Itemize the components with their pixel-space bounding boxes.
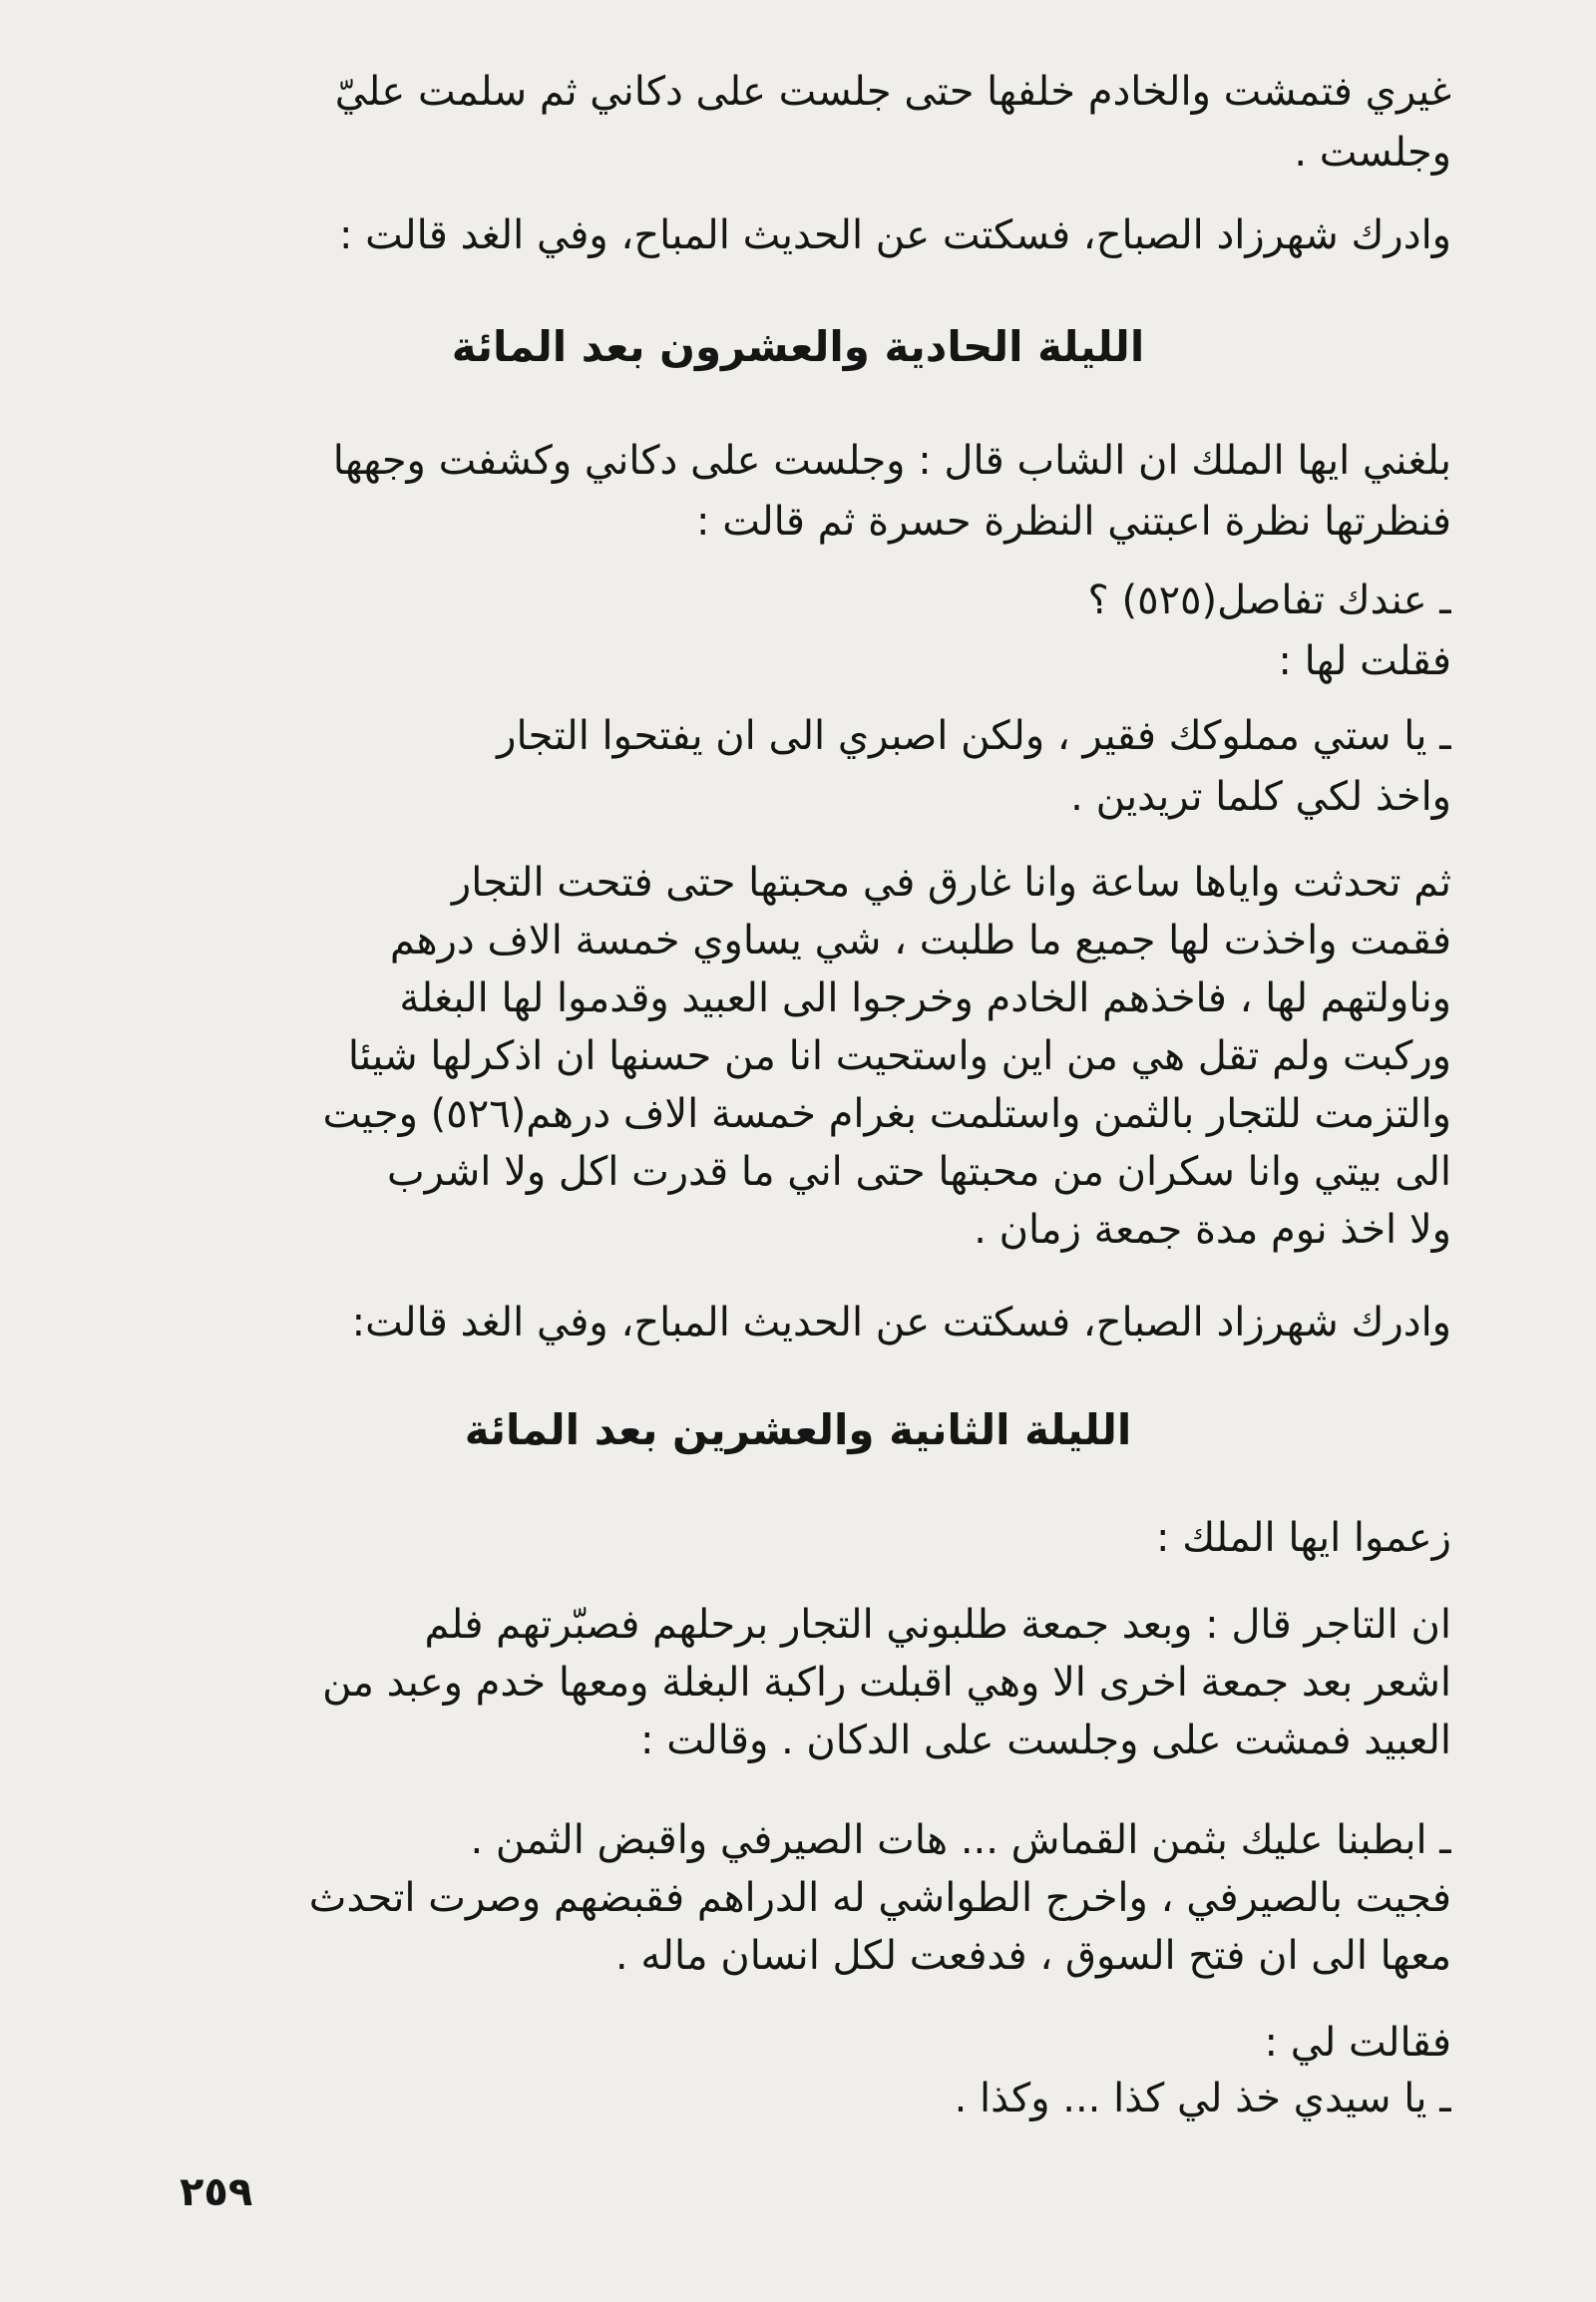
paragraph-4 xyxy=(145,571,1451,692)
text-line: فقمت واخذت لها جميع ما طلبت ، شي يساوي خمسة الاف درهم xyxy=(389,918,1451,963)
text-line: معها الى ان فتح السوق ، فدفعت لكل انسان ماله . xyxy=(614,1933,1451,1979)
text-line: وادرك شهرزاد الصباح، فسكتت عن الحديث المباح، وفي الغد قالت : xyxy=(338,212,1451,258)
paragraph-7 xyxy=(145,1293,1451,1353)
text-line: ثم تحدثت واياها ساعة وانا غارق في محبتها حتى فتحت التجار xyxy=(451,860,1451,906)
text-line: ـ ابطبنا عليك بثمن القماش ... هات الصيرفي واقبض الثمن . xyxy=(470,1817,1451,1863)
text-line: فقلت لها : xyxy=(1278,638,1451,684)
text-line: فجيت بالصيرفي ، واخرج الطواشي له الدراهم فقبضهم وصرت اتحدث xyxy=(308,1875,1451,1921)
text-line: ولا اخذ نوم مدة جمعة زمان . xyxy=(974,1207,1451,1253)
text-line: فقالت لي : xyxy=(1264,2020,1451,2066)
text-line: واخذ لكي كلما تريدين . xyxy=(1070,774,1451,820)
text-line: وادرك شهرزاد الصباح، فسكتت عن الحديث المباح، وفي الغد قالت: xyxy=(351,1300,1451,1345)
text-line: العبيد فمشت على وجلست على الدكان . وقالت : xyxy=(640,1718,1451,1763)
text-line: زعموا ايها الملك : xyxy=(1156,1515,1451,1561)
night-heading-121: الليلة الحادية والعشرون بعد المائة xyxy=(451,322,1145,371)
text-line: اشعر بعد جمعة اخرى الا وهي اقبلت راكبة البغلة ومعها خدم وعبد من xyxy=(322,1660,1451,1706)
text-line: غيري فتمشت والخادم خلفها حتى جلست على دكاني ثم سلمت عليّ xyxy=(334,69,1451,115)
text-line: وركبت ولم تقل هي من اين واستحيت انا من حسنها ان اذكرلها شيئا xyxy=(347,1033,1451,1079)
page-number: ٢٥٩ xyxy=(180,2169,253,2215)
text-line: وناولتهم لها ، فاخذهم الخادم وخرجوا الى العبيد وقدموا لها البغلة xyxy=(399,975,1451,1021)
paragraph-8 xyxy=(145,1508,1451,1569)
text-line: ان التاجر قال : وبعد جمعة طلبوني التجار برحلهم فصبّرتهم فلم xyxy=(424,1602,1451,1648)
paragraph-10 xyxy=(145,1811,1451,1985)
text-line: ـ يا ستي مملوكك فقير ، ولكن اصبري الى ان يفتحوا التجار xyxy=(497,713,1451,759)
paragraph-11 xyxy=(145,2015,1451,2126)
paragraph-9 xyxy=(145,1596,1451,1769)
paragraph-6 xyxy=(145,854,1451,1259)
paragraph-1 xyxy=(145,62,1451,184)
text-line: ـ يا سيدي خذ لي كذا ... وكذا . xyxy=(954,2076,1451,2121)
text-line: بلغني ايها الملك ان الشاب قال : وجلست على دكاني وكشفت وجهها xyxy=(332,438,1451,484)
text-line: وجلست . xyxy=(1294,130,1451,176)
paragraph-5 xyxy=(145,706,1451,828)
text-line: الى بيتي وانا سكران من محبتها حتى اني ما قدرت اكل ولا اشرب xyxy=(387,1149,1451,1195)
text-line: والتزمت للتجار بالثمن واستلمت بغرام خمسة الاف درهم(٥٢٦) وجيت xyxy=(322,1091,1451,1137)
night-heading-122: الليلة الثانية والعشرين بعد المائة xyxy=(464,1405,1132,1454)
text-line: فنظرتها نظرة اعبتني النظرة حسرة ثم قالت : xyxy=(696,499,1451,545)
paragraph-2 xyxy=(145,205,1451,266)
text-line: ـ عندك تفاصل(٥٢٥) ؟ xyxy=(1087,577,1451,623)
paragraph-3 xyxy=(145,431,1451,553)
